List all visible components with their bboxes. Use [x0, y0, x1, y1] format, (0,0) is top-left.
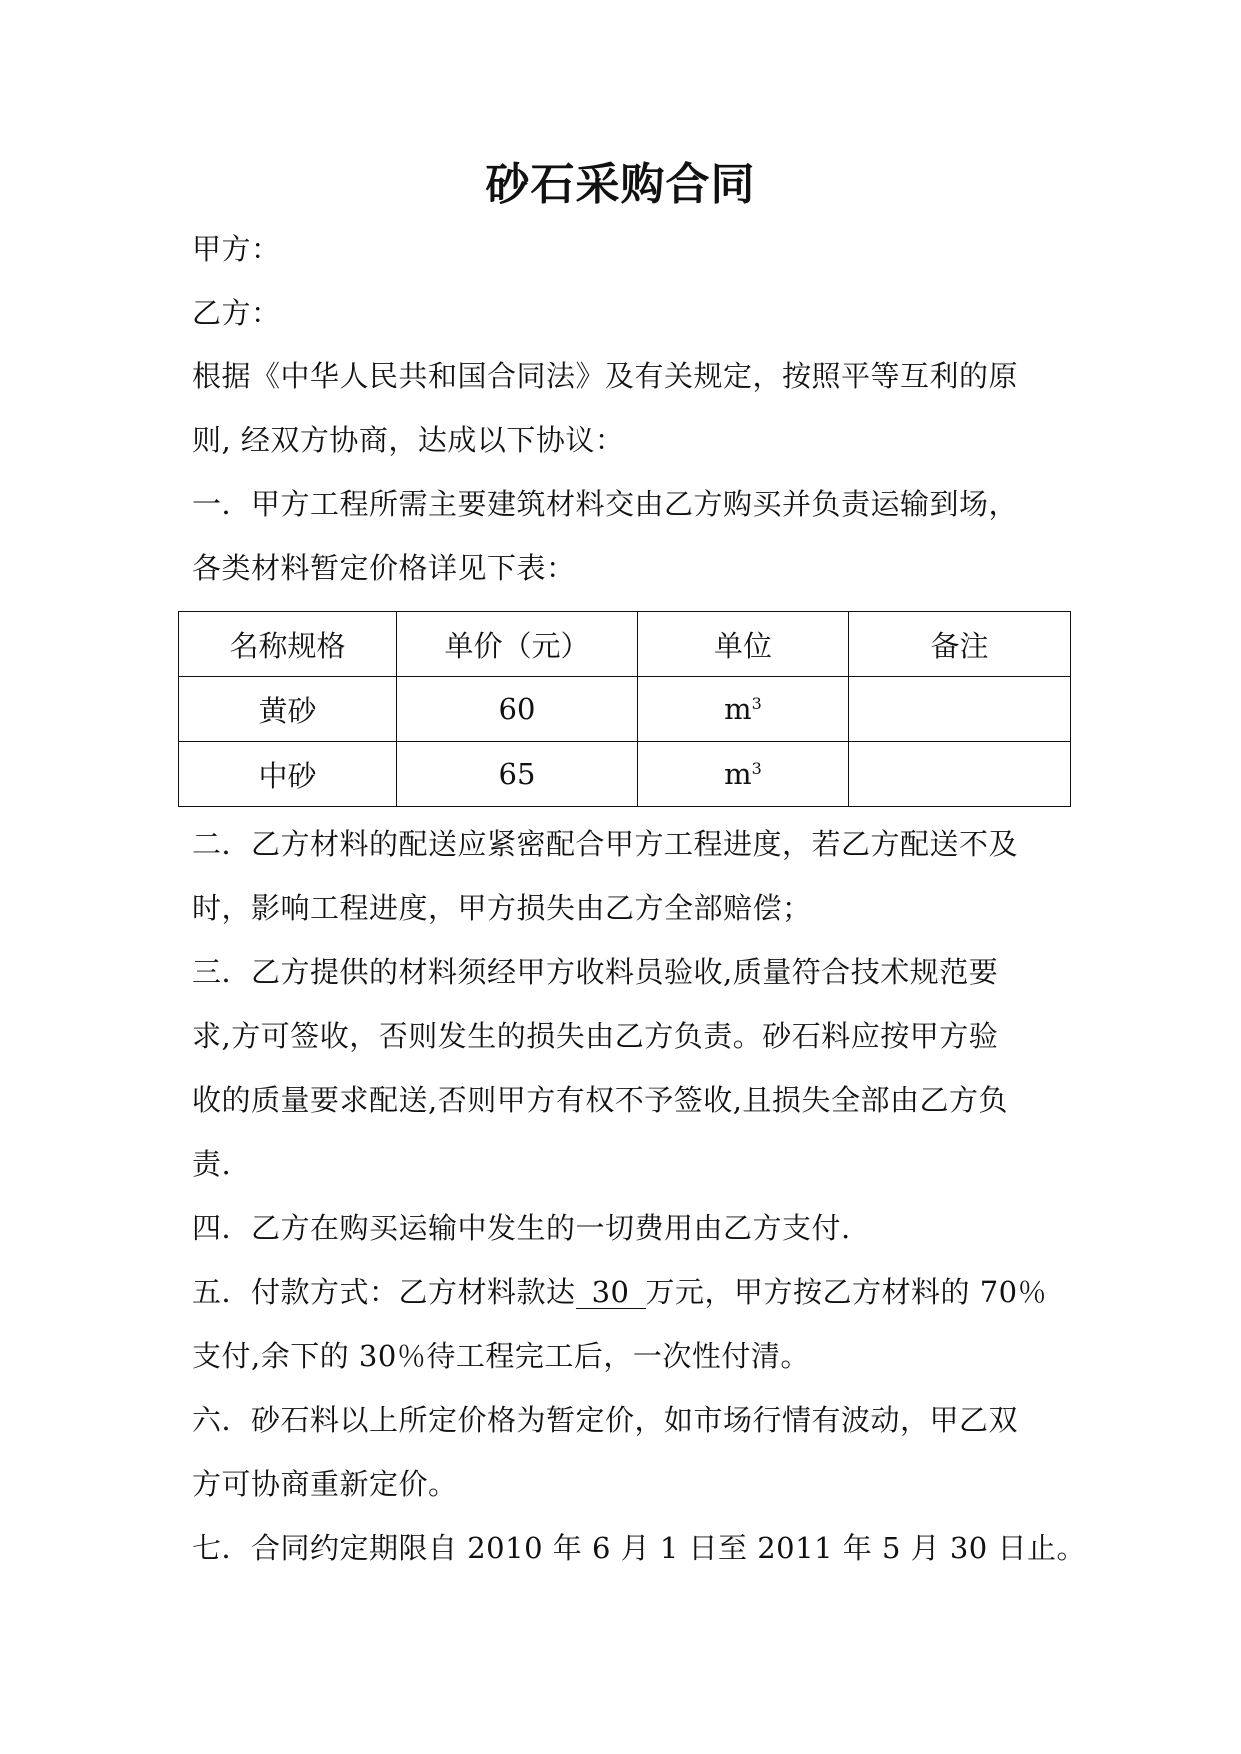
page-title: 砂石采购合同 [485, 159, 756, 210]
clause6-line-2: 方可协商重新定价。 [192, 1467, 458, 1501]
header-cell: 名称规格 [179, 612, 397, 677]
table-row [179, 742, 1071, 807]
clause3-line-3: 收的质量要求配送,否则甲方有权不予签收,且损失全部由乙方负 [192, 1083, 1008, 1117]
clause2-line-2: 时，影响工程进度，甲方损失由乙方全部赔偿； [192, 891, 812, 925]
clause5-before: 五．付款方式：乙方材料款达 [192, 1275, 576, 1309]
unit-text: m [724, 757, 752, 791]
cell-name: 中砂 [179, 742, 397, 807]
clause3-line-2: 求,方可签收，否则发生的损失由乙方负责。砂石料应按甲方验 [192, 1019, 999, 1053]
cell-note [849, 742, 1071, 807]
clause5-line-2: 支付,余下的 30％待工程完工后，一次性付清。 [192, 1339, 810, 1373]
cell-unit [638, 677, 849, 742]
party-a-label: 甲方： [192, 232, 281, 266]
clause2-line-1: 二．乙方材料的配送应紧密配合甲方工程进度，若乙方配送不及 [192, 827, 1019, 861]
payment-amount: 30 [576, 1276, 646, 1309]
materials-table [178, 611, 1071, 807]
cell-name: 黄砂 [179, 677, 397, 742]
clause1-line-2: 各类材料暂定价格详见下表： [192, 551, 576, 585]
clause3-line-4: 责. [192, 1147, 232, 1181]
unit-superscript: 3 [751, 694, 762, 713]
clause4-line: 四．乙方在购买运输中发生的一切费用由乙方支付. [192, 1211, 851, 1245]
clause3-line-1: 三．乙方提供的材料须经甲方收料员验收,质量符合技术规范要 [192, 955, 999, 989]
unit-superscript: 3 [751, 759, 762, 778]
clause5-line-1 [192, 1272, 1072, 1312]
clause6-line-1: 六．砂石料以上所定价格为暂定价，如市场行情有波动，甲乙双 [192, 1403, 1019, 1437]
cell-price: 65 [397, 742, 638, 807]
table-header-row [179, 612, 1071, 677]
party-b-label: 乙方： [192, 296, 281, 330]
clause5-after: 万元，甲方按乙方材料的 70％ [645, 1275, 1048, 1309]
table-row [179, 677, 1071, 742]
header-cell: 单位 [638, 612, 849, 677]
header-cell: 单价（元） [397, 612, 638, 677]
intro-line-2: 则, 经双方协商，达成以下协议： [192, 423, 625, 457]
cell-price: 60 [397, 677, 638, 742]
header-cell: 备注 [849, 612, 1071, 677]
intro-line-1: 根据《中华人民共和国合同法》及有关规定，按照平等互利的原 [192, 359, 1019, 393]
cell-note [849, 677, 1071, 742]
unit-text: m [724, 692, 752, 726]
clause7-line: 七．合同约定期限自 2010 年 6 月 1 日至 2011 年 5 月 30 日止。 [192, 1531, 1086, 1565]
cell-unit [638, 742, 849, 807]
clause1-line-1: 一．甲方工程所需主要建筑材料交由乙方购买并负责运输到场， [192, 487, 1019, 521]
